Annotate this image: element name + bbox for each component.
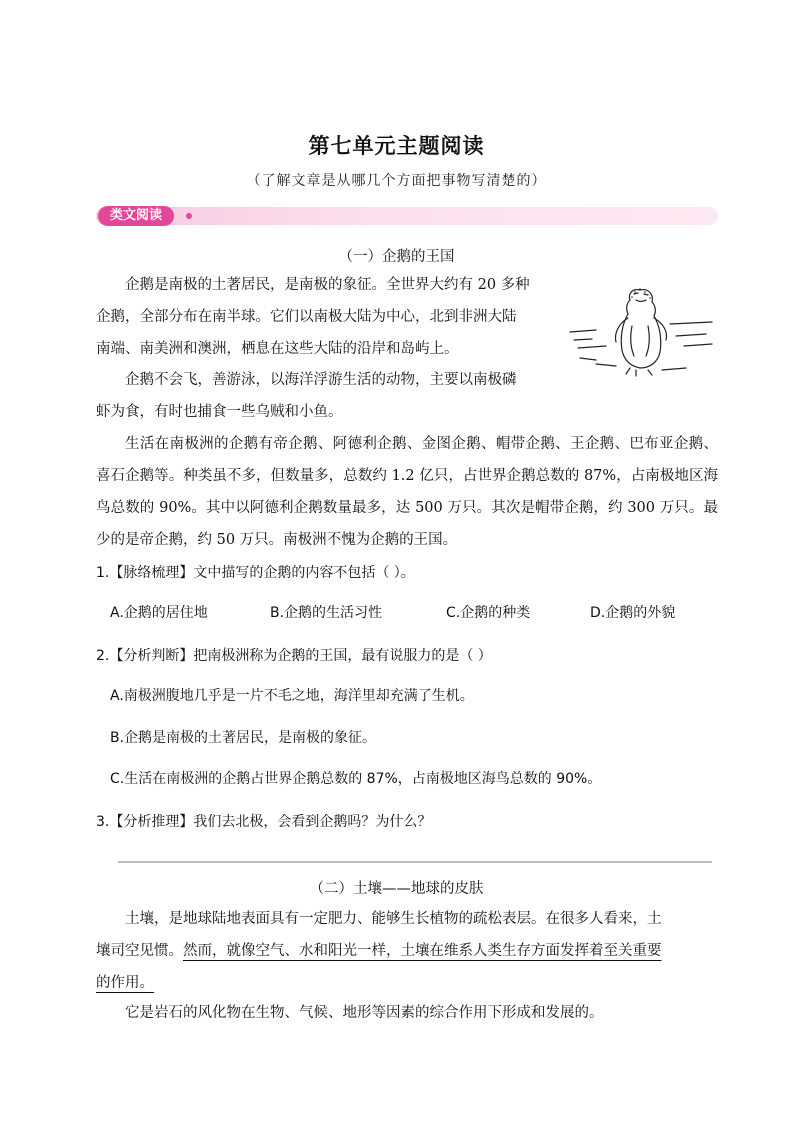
q1-option-c: C.企鹅的种类 <box>446 605 531 621</box>
passage1-p2-line: 虾为食，有时也捕食一些乌贼和小鱼。 <box>96 404 343 420</box>
passage2-underlined-sentence: 然而，就像空气、水和阳光一样，土壤在维系人类生存方面发挥着至关重要 <box>183 943 662 959</box>
passage1-p1-line: 企鹅是南极的土著居民，是南极的象征。全世界大约有 20 多种 <box>125 277 530 293</box>
passage1-p1-line: 南端、南美洲和澳洲，栖息在这些大陆的沿岸和岛屿上。 <box>96 341 459 357</box>
passage2-p1-line <box>96 967 718 999</box>
question-2: 2.【分析判断】把南极洲称为企鹅的王国，最有说服力的是（ ） <box>96 648 492 664</box>
page-subtitle: （了解文章是从哪几个方面把事物写清楚的） <box>246 173 547 189</box>
passage2-paragraph2 <box>96 997 718 1029</box>
q2-option-b: B.企鹅是南极的土著居民，是南极的象征。 <box>110 730 377 746</box>
passage1-p3-text: 生活在南极洲的企鹅有帝企鹅、阿德利企鹅、金图企鹅、帽带企鹅、王企鹅、巴布亚企鹅、喜石企鹅等。种类虽不多，但数量多，总数约 1.2 亿只，占世界企鹅总数的 87%，占南极地区海鸟总数的 90%。其中以阿德利企鹅数量最多，达 500 万只。其次是帽带企鹅，约 300 万只。最少的是帝企鹅，约 50 万只。南极洲不愧为企鹅的王国。 <box>96 436 718 548</box>
passage2-underlined-sentence-end: 的作用。 <box>96 975 154 991</box>
banner-dot-icon <box>186 213 192 219</box>
question-1: 1.【脉络梳理】文中描写的企鹅的内容不包括（ ）。 <box>96 565 415 581</box>
q2-option-a: A.南极洲腹地几乎是一片不毛之地，海洋里却充满了生机。 <box>110 688 474 704</box>
passage2-p2-text: 它是岩石的风化物在生物、气候、地形等因素的综合作用下形成和发展的。 <box>125 1005 604 1021</box>
passage1-paragraph1 <box>96 269 561 365</box>
passage1-p1-line: 企鹅，全部分布在南半球。它们以南极大陆为中心，北到非洲大陆 <box>96 309 517 325</box>
passage1-paragraph3 <box>96 428 718 556</box>
page-title: 第七单元主题阅读 <box>308 134 485 158</box>
q2-option-c: C.生活在南极洲的企鹅占世界企鹅总数的 87%，占南极地区海鸟总数的 90%。 <box>110 771 602 787</box>
passage2-paragraph1 <box>96 903 718 999</box>
question-3: 3.【分析推理】我们去北极，会看到企鹅吗？为什么？ <box>96 814 432 830</box>
penguin-sketch-icon <box>566 280 716 380</box>
passage2-title: （二）土壤——地球的皮肤 <box>309 881 484 897</box>
q1-option-a: A.企鹅的居住地 <box>110 605 208 621</box>
section-banner-label: 类文阅读 <box>98 206 174 226</box>
passage2-p1-line: 土壤，是地球陆地表面具有一定肥力、能够生长植物的疏松表层。在很多人看来，土 <box>125 911 662 927</box>
passage2-p1-line <box>96 935 718 967</box>
passage2-p1-plain: 壤司空见惯。 <box>96 943 183 959</box>
q1-option-d: D.企鹅的外貌 <box>590 605 676 621</box>
q1-option-b: B.企鹅的生活习性 <box>270 605 383 621</box>
passage1-paragraph2 <box>96 364 561 428</box>
passage1-title: （一）企鹅的王国 <box>338 249 455 265</box>
passage1-p2-line: 企鹅不会飞，善游泳，以海洋浮游生活的动物，主要以南极磷 <box>125 372 517 388</box>
section-divider <box>118 861 712 863</box>
